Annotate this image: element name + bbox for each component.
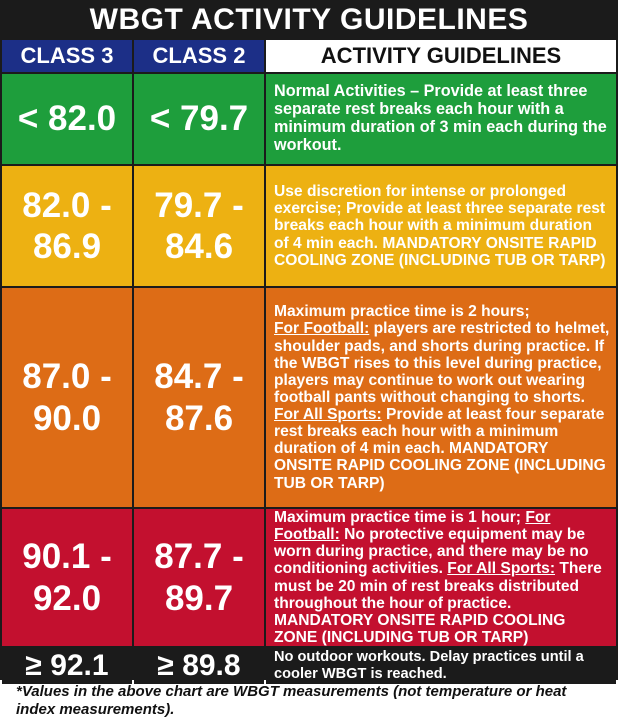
class-2-value: ≥ 89.8 [134, 647, 264, 684]
class-3-value: 82.0 - 86.9 [2, 166, 132, 286]
header-activity-guidelines: ACTIVITY GUIDELINES [266, 40, 616, 72]
guideline-body: Normal Activities – Provide at least three separate rest breaks each hour with a minimum duration of 3 min each during the workout. [274, 82, 607, 154]
guideline-text [266, 166, 616, 286]
all-sports-label: For All Sports: [447, 560, 556, 578]
guideline-text [266, 647, 616, 684]
table-row-orange [2, 288, 616, 507]
guideline-text [266, 288, 616, 507]
table-title: WBGT ACTIVITY GUIDELINES [89, 3, 529, 36]
table-row-green [2, 74, 616, 164]
class-2-value: < 79.7 [134, 74, 264, 164]
class-2-value: 79.7 - 84.6 [134, 166, 264, 286]
guideline-text [266, 509, 616, 646]
table-row-red [2, 509, 616, 645]
guideline-body: Use discretion for intense or prolonged exercise; Provide at least three separate rest breaks each hour with a minimum duration of 4 min each. MANDATORY ONSITE RAPID COOLING ZONE (INCLUDING TUB OR TARP) [274, 183, 606, 269]
class-2-value: 84.7 - 87.6 [134, 288, 264, 507]
all-sports-rules: Provide at least four separate rest breaks each hour with a minimum duration of 4 min each. MANDATORY ONSITE RAPID COOLING ZONE (INCLUDING TUB OR TARP) [274, 406, 606, 492]
table-row-yellow [2, 166, 616, 286]
football-rules: No protective equipment may be worn during practice, and there may be no conditioning activities. [274, 526, 589, 578]
guideline-intro: Maximum practice time is 2 hours; [274, 303, 530, 321]
football-rules: players are restricted to helmet, shoulder pads, and shorts during practice. If the WBGT rises to this level during practice, players may continue to work out wearing football pants without changing to shorts. [274, 320, 610, 406]
guideline-intro: Maximum practice time is 1 hour; [274, 509, 526, 526]
all-sports-rules: There must be 20 min of rest breaks distributed throughout the hour of practice. MANDATORY ONSITE RAPID COOLING ZONE (INCLUDING TUB OR TARP) [274, 560, 602, 646]
header-class-3: CLASS 3 [2, 40, 132, 72]
class-3-value: ≥ 92.1 [2, 647, 132, 684]
header-class-2: CLASS 2 [134, 40, 264, 72]
guideline-text [266, 74, 616, 164]
all-sports-label: For All Sports: [274, 406, 382, 424]
class-3-value: 90.1 - 92.0 [2, 509, 132, 646]
footnote: *Values in the above chart are WBGT measurements (not temperature or heat index measurements). [16, 683, 567, 718]
class-3-value: 87.0 - 90.0 [2, 288, 132, 507]
class-3-value: < 82.0 [2, 74, 132, 164]
football-label: For Football: [274, 320, 370, 338]
football-label: For Football: [274, 509, 551, 544]
table-row-black [2, 647, 616, 684]
guideline-body: No outdoor workouts. Delay practices until a cooler WBGT is reached. [274, 649, 584, 682]
class-2-value: 87.7 - 89.7 [134, 509, 264, 646]
header-row [2, 40, 616, 72]
